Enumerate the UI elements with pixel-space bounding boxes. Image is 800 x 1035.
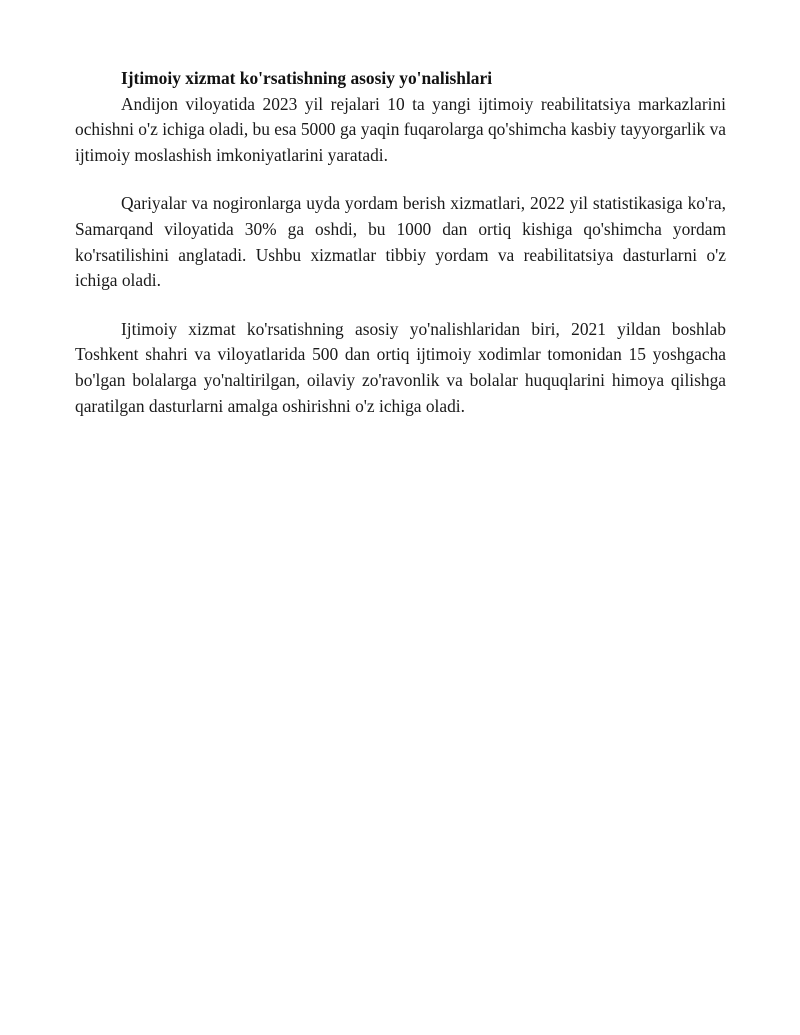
paragraph-2: Qariyalar va nogironlarga uyda yordam berish xizmatlari, 2022 yil statistikasiga ko'ra, Samarqand viloyatida 30% ga oshdi, bu 1000 dan ortiq kishiga qo'shimcha yordam ko'rsatilishini anglatadi. Ushbu xizmatlar tibbiy yordam va reabilitatsiya dasturlarni o'z ichiga oladi. (75, 193, 726, 291)
paragraph-3: Ijtimoiy xizmat ko'rsatishning asosiy yo'nalishlaridan biri, 2021 yildan boshlab Toshkent shahri va viloyatlarida 500 dan ortiq ijtimoiy xodimlar tomonidan 15 yoshgacha bo'lgan bolalarga yo'naltirilgan, oilaviy zo'ravonlik va bolalar huquqlarini himoya qilishga qaratilgan dasturlarni amalga oshirishni o'z ichiga oladi. (75, 318, 726, 416)
paragraph-1: Andijon viloyatida 2023 yil rejalari 10 ta yangi ijtimoiy reabilitatsiya markazlarini ochishni o'z ichiga oladi, bu esa 5000 ga yaqin fuqarolarga qo'shimcha kasbiy tayyorgarlik va ijtimoiy moslashish imkoniyatlarini yaratadi. (75, 93, 726, 165)
document-body (75, 66, 726, 419)
document-heading: Ijtimoiy xizmat ko'rsatishning asosiy yo'nalishlari (121, 68, 493, 88)
